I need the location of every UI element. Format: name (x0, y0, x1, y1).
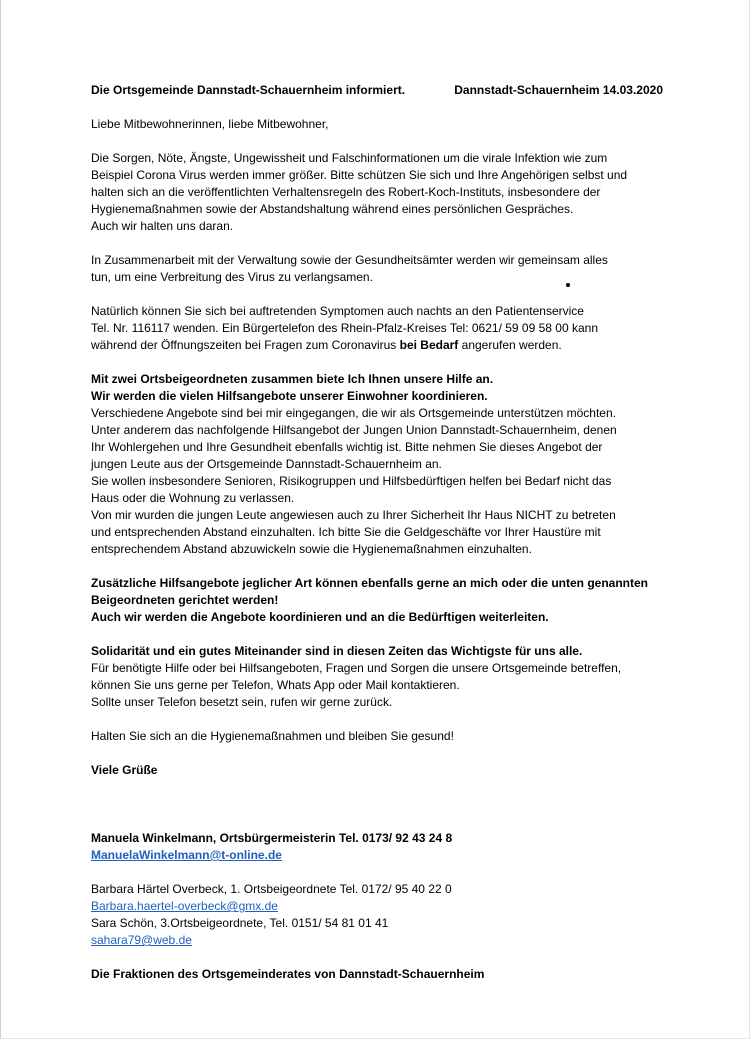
text-line: Die Sorgen, Nöte, Ängste, Ungewissheit und Falschinformationen um die virale Infektion wie zum (91, 151, 608, 165)
text-line: Natürlich können Sie sich bei auftretenden Symptomen auch nachts an den Patientenservice (91, 304, 584, 318)
text-line: Verschiedene Angebote sind bei mir eingegangen, die wir als Ortsgemeinde unterstützen möchten. (91, 406, 616, 420)
text-line: Von mir wurden die jungen Leute angewiesen auch zu Ihrer Sicherheit Ihr Haus NICHT zu betreten (91, 508, 616, 522)
text-line: Hygienemaßnahmen sowie der Abstandshaltung während eines persönlichen Gespräches. (91, 202, 574, 216)
paragraph-additional-offers (91, 575, 663, 626)
paragraph-hotlines (91, 303, 663, 354)
text-line: Sollte unser Telefon besetzt sein, rufen wir gerne zurück. (91, 695, 393, 709)
text-line: Ihr Wohlergehen und Ihre Gesundheit ebenfalls wichtig ist. Bitte nehmen Sie dieses Angebot der (91, 440, 603, 454)
deputy-third: Sara Schön, 3.Ortsbeigeordnete, Tel. 0151/ 54 81 01 41 (91, 916, 389, 930)
paragraph-solidarity (91, 643, 663, 711)
bold-line: Beigeordneten gerichtet werden! (91, 593, 279, 607)
text-line: Auch wir halten uns daran. (91, 219, 234, 233)
greeting: Viele Grüße (91, 763, 158, 777)
text-line: tun, um eine Verbreitung des Virus zu verlangsamen. (91, 270, 373, 284)
text-line: Für benötigte Hilfe oder bei Hilfsangeboten, Fragen und Sorgen die unsere Ortsgemeinde betreffen, (91, 661, 622, 675)
text-segment: angerufen werden. (458, 338, 562, 352)
deputy-first-email-link[interactable]: Barbara.haertel-overbeck@gmx.de (91, 899, 278, 913)
text-line: jungen Leute aus der Ortsgemeinde Dannstadt-Schauernheim an. (91, 457, 442, 471)
signatory-name: Manuela Winkelmann, Ortsbürgermeisterin Tel. 0173/ 92 43 24 8 (91, 831, 453, 845)
text-line: Tel. Nr. 116117 wenden. Ein Bürgertelefon des Rhein-Pfalz-Kreises Tel: 0621/ 59 09 58 00 kann (91, 321, 598, 335)
text-line: entsprechendem Abstand abzuwickeln sowie die Hygienemaßnahmen einzuhalten. (91, 542, 532, 556)
deputy-third-email-link[interactable]: sahara79@web.de (91, 933, 192, 947)
bold-line: Solidarität und ein gutes Miteinander sind in diesen Zeiten das Wichtigste für uns alle. (91, 644, 583, 658)
paragraph-cooperation (91, 252, 663, 286)
letter-document (91, 82, 663, 983)
text-line: In Zusammenarbeit mit der Verwaltung sowie der Gesundheitsämter werden wir gemeinsam alles (91, 253, 608, 267)
salutation: Liebe Mitbewohnerinnen, liebe Mitbewohner, (91, 117, 329, 131)
header-sender: Die Ortsgemeinde Dannstadt-Schauernheim informiert. (91, 83, 406, 97)
bold-line: Auch wir werden die Angebote koordinieren und an die Bedürftigen weiterleiten. (91, 610, 549, 624)
footer-fractions: Die Fraktionen des Ortsgemeinderates von Dannstadt-Schauernheim (91, 967, 485, 981)
bold-line: Zusätzliche Hilfsangebote jeglicher Art können ebenfalls gerne an mich oder die unten genannten (91, 576, 648, 590)
text-line: halten sich an die veröffentlichten Verhaltensregeln des Robert-Koch-Instituts, insbesondere der (91, 185, 601, 199)
bold-line: Mit zwei Ortsbeigeordneten zusammen biete Ich Ihnen unsere Hilfe an. (91, 372, 494, 386)
paragraph-help-offer (91, 371, 663, 558)
signatory-email-link[interactable]: ManuelaWinkelmann@t-online.de (91, 848, 282, 862)
bold-line: Wir werden die vielen Hilfsangebote unserer Einwohner koordinieren. (91, 389, 488, 403)
text-line (91, 337, 663, 354)
text-line: Haus oder die Wohnung zu verlassen. (91, 491, 295, 505)
text-line: können Sie uns gerne per Telefon, Whats App oder Mail kontaktieren. (91, 678, 460, 692)
closing-line: Halten Sie sich an die Hygienemaßnahmen und bleiben Sie gesund! (91, 729, 454, 743)
text-line: Beispiel Corona Virus werden immer größer. Bitte schützen Sie sich und Ihre Angehörigen selbst und (91, 168, 628, 182)
text-segment: während der Öffnungszeiten bei Fragen zum Coronavirus (91, 338, 400, 352)
text-line: Sie wollen insbesondere Senioren, Risikogruppen und Hilfsbedürftigen helfen bei Bedarf nicht das (91, 474, 612, 488)
signatory-block (91, 830, 663, 864)
header-place-date: Dannstadt-Schauernheim 14.03.2020 (454, 83, 663, 97)
emphasis-bei-bedarf: bei Bedarf (399, 338, 459, 352)
deputy-first: Barbara Härtel Overbeck, 1. Ortsbeigeordnete Tel. 0172/ 95 40 22 0 (91, 882, 452, 896)
deputies-block (91, 881, 663, 949)
text-line: Unter anderem das nachfolgende Hilfsangebot der Jungen Union Dannstadt-Schauernheim, denen (91, 423, 617, 437)
text-line: und entsprechenden Abstand einzuhalten. Ich bitte Sie die Geldgeschäfte vor Ihrer Haustüre mit (91, 525, 601, 539)
letter-header (91, 82, 663, 99)
paragraph-concerns (91, 150, 663, 235)
